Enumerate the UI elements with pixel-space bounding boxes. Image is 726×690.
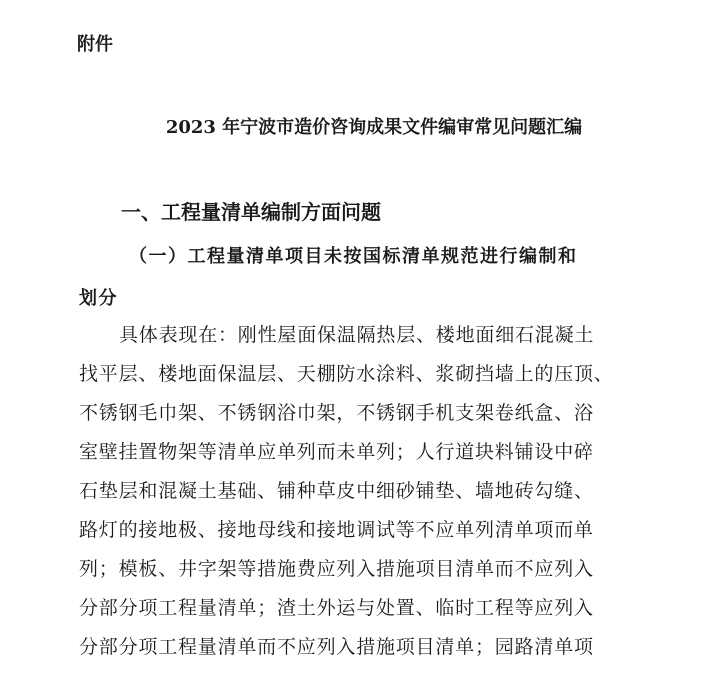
paragraph-line: 路灯的接地极、接地母线和接地调试等不应单列清单项而单 [79,519,594,541]
attachment-label: 附件 [77,34,113,55]
paragraph-line: 不锈钢毛巾架、不锈钢浴巾架，不锈钢手机支架卷纸盒、浴 [79,402,594,424]
paragraph-line: 列；模板、井字架等措施费应列入措施项目清单而不应列入 [79,558,594,580]
paragraph-line: 分部分项工程量清单而不应列入措施项目清单；园路清单项 [79,636,594,658]
subsection-heading-line: （一）工程量清单项目未按国标清单规范进行编制和 [129,246,578,267]
section-heading: 一、工程量清单编制方面问题 [121,200,381,224]
paragraph-line: 石垫层和混凝土基础、铺种草皮中细砂铺垫、墙地砖勾缝、 [79,480,594,502]
document-title: 2023 年宁波市造价咨询成果文件编审常见问题汇编 [165,117,583,138]
paragraph-line: 具体表现在：刚性屋面保温隔热层、楼地面细石混凝土 [119,324,595,346]
subsection-heading [79,236,639,320]
paragraph-line: 室壁挂置物架等清单应单列而未单列；人行道块料铺设中碎 [79,441,594,463]
subsection-heading-line: 划分 [79,288,118,309]
body-paragraph [79,316,639,667]
paragraph-line: 找平层、楼地面保温层、天棚防水涂料、浆砌挡墙上的压顶、 [79,363,614,385]
paragraph-line: 分部分项工程量清单；渣土外运与处置、临时工程等应列入 [79,597,594,619]
